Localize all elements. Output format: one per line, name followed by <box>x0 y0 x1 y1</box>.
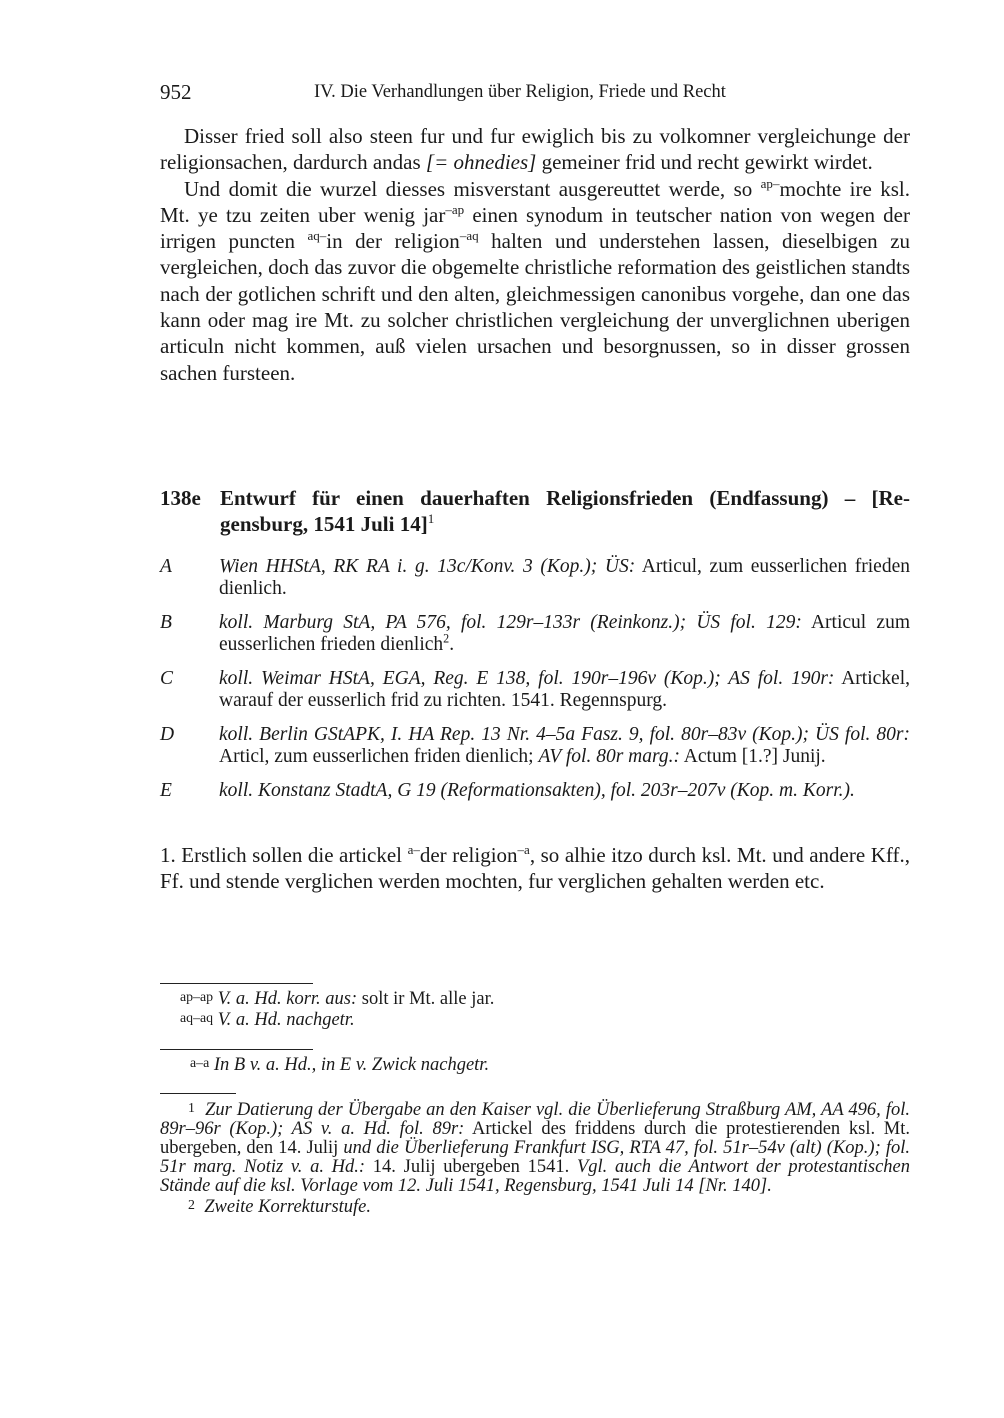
paragraph <box>160 176 910 386</box>
note-text: Artickel des friddens durch die protestierenden ksl. Mt. ubergeben, den 14. Julij <box>160 1119 911 1158</box>
running-header <box>160 80 910 106</box>
note-text: 14. Julij ubergeben 1541. <box>365 1157 577 1177</box>
note-italic: Zur Datierung der Übergabe an den Kaiser vgl. die Überlieferung Straßburg AM, AA 496, fol. 89r–96r (Kop.); AS v. a. Hd. fol. 89r: <box>160 1100 910 1139</box>
article-1 <box>160 842 910 895</box>
quoted-title: Artickel, warauf der eusserlich frid zu richten. 1541. Regennspurg. <box>219 668 910 711</box>
source-description <box>219 780 910 802</box>
apparatus-mark: –a <box>517 842 530 857</box>
document-heading <box>160 485 910 537</box>
text: . <box>449 634 455 655</box>
document-number: 138e <box>160 486 201 510</box>
source-description <box>219 556 910 600</box>
text: der religion <box>419 843 518 867</box>
note-mark: a–a <box>190 1056 210 1071</box>
apparatus-mark: –aq <box>459 228 479 244</box>
source-description <box>219 668 910 712</box>
note-italic: V. a. Hd. nachgetr. <box>217 1010 355 1030</box>
apparatus-mark: –ap <box>445 201 465 217</box>
running-title: IV. Die Verhandlungen über Religion, Friede und Recht <box>314 82 726 102</box>
footnotes <box>160 1099 910 1217</box>
archive-reference: koll. Marburg StA, PA 576, fol. 129r–133r (Reinkonz.); ÜS fol. 129: <box>219 612 802 633</box>
apparatus-mark: a– <box>407 842 420 857</box>
footnote-separator <box>160 1093 236 1094</box>
paragraph <box>160 123 910 176</box>
footnote-ref[interactable]: 1 <box>427 511 435 526</box>
siglum: A <box>160 556 172 577</box>
apparatus-note <box>160 1009 910 1030</box>
page-number: 952 <box>160 80 192 104</box>
text: 1. Erstlich sollen die artickel <box>160 843 408 867</box>
quoted-title: Articl, zum eusserlichen friden dienlich; <box>219 746 539 767</box>
source-description <box>219 612 910 656</box>
note-mark: 2 <box>188 1198 195 1213</box>
archive-reference: Wien HHStA, RK RA i. g. 13c/Konv. 3 (Kop.); ÜS: <box>219 556 636 577</box>
note-mark: 1 <box>188 1101 195 1116</box>
editorial-gloss: [= ohnedies] <box>425 150 537 175</box>
siglum: B <box>160 612 172 633</box>
title-text: Entwurf für einen dauerhaften Religionsfrieden (Endfassung) – [Regensburg, 1541 Juli 14] <box>220 486 910 536</box>
apparatus-document <box>160 1054 910 1075</box>
archive-reference: koll. Konstanz StadtA, G 19 (Reformationsakten), fol. 203r–207v (Kop. m. Korr.). <box>219 780 855 801</box>
apparatus-note <box>160 988 910 1009</box>
text: gemeiner frid und recht gewirkt wirdet. <box>536 150 873 175</box>
source-list <box>160 556 910 814</box>
apparatus-mark: ap– <box>760 175 780 191</box>
footnote-separator <box>160 983 313 984</box>
note-italic: und die Überlieferung Frankfurt ISG, RTA 47, fol. 51r–54v (alt) (Kop.); fol. 51r marg. Notiz v. a. Hd.: <box>160 1138 911 1177</box>
note-mark: ap–ap <box>180 990 214 1005</box>
siglum: D <box>160 724 175 745</box>
siglum: E <box>160 780 172 801</box>
note-mark: aq–aq <box>180 1011 214 1026</box>
source-entry <box>160 556 910 600</box>
source-entry <box>160 780 910 802</box>
footnote <box>160 1099 910 1196</box>
quoted-title: Articul, zum eusserlichen frieden dienlich. <box>219 556 910 599</box>
text: Disser fried soll also steen fur und fur ewiglich bis zu volkomner vergleichunge der religionsachen, dardurch andas <box>160 124 910 175</box>
document-title <box>220 485 910 537</box>
source-entry <box>160 668 910 712</box>
text: Und domit die wurzel diesses misverstant ausgereuttet werde, so <box>184 176 761 201</box>
text: , so alhie itzo durch ksl. Mt. und andere Kff., Ff. und stende verglichen werden mochten, fur verglichen gehalten werden etc. <box>160 843 911 894</box>
source-entry <box>160 612 910 656</box>
text: einen synodum in teutscher nation von wegen der irrigen puncten <box>160 202 910 254</box>
footnote <box>160 1196 910 1217</box>
archive-reference: koll. Weimar HStA, EGA, Reg. E 138, fol. 190r–196v (Kop.); AS fol. 190r: <box>219 668 835 689</box>
note-italic: Vgl. auch die Antwort der protestantischen Stände auf die ksl. Vorlage vom 12. Juli 1541, Regensburg, 1541 Juli 14 [Nr. 140]. <box>160 1157 910 1196</box>
archive-note: AV fol. 80r marg.: <box>538 746 680 767</box>
apparatus-note <box>160 1054 910 1075</box>
note-italic: In B v. a. Hd., in E v. Zwick nachgetr. <box>213 1055 490 1075</box>
note-text: solt ir Mt. alle jar. <box>357 989 495 1009</box>
quoted-note: Actum [1.?] Junij. <box>679 746 826 767</box>
text: mochte ire ksl. Mt. ye tzu zeiten uber wenig jar <box>160 176 910 227</box>
text: halten und understehen lassen, dieselbigen zu vergleichen, doch das zuvor die obgemelte christliche reformation des geistlichen standts nach der gotlichen schrift und den alten, gleichmessigen canonibus vorgehe, dan one das kann oder mag ire Mt. zu solcher christlichen vergleichung der unverglichnen uberigen articuln nicht kommen, auß vielen ursachen und besorgnussen, so in disser grossen sachen fursteen. <box>160 229 911 385</box>
note-italic: Zweite Korrekturstufe. <box>204 1197 372 1217</box>
source-entry <box>160 724 910 768</box>
footnote-ref[interactable]: 2 <box>443 631 450 646</box>
archive-reference: koll. Berlin GStAPK, I. HA Rep. 13 Nr. 4–5a Fasz. 9, fol. 80r–83v (Kop.); ÜS fol. 80r: <box>219 724 910 745</box>
text: in der religion <box>326 229 460 254</box>
apparatus-mark: aq– <box>307 228 327 244</box>
preceding-document-text <box>160 123 910 386</box>
apparatus-previous-document <box>160 988 910 1030</box>
quoted-title: Articul zum eusserlichen frieden dienlich <box>219 612 911 655</box>
note-italic: V. a. Hd. korr. aus: <box>217 989 358 1009</box>
siglum: C <box>160 668 174 689</box>
footnote-separator <box>160 1049 313 1050</box>
source-description <box>219 724 910 768</box>
